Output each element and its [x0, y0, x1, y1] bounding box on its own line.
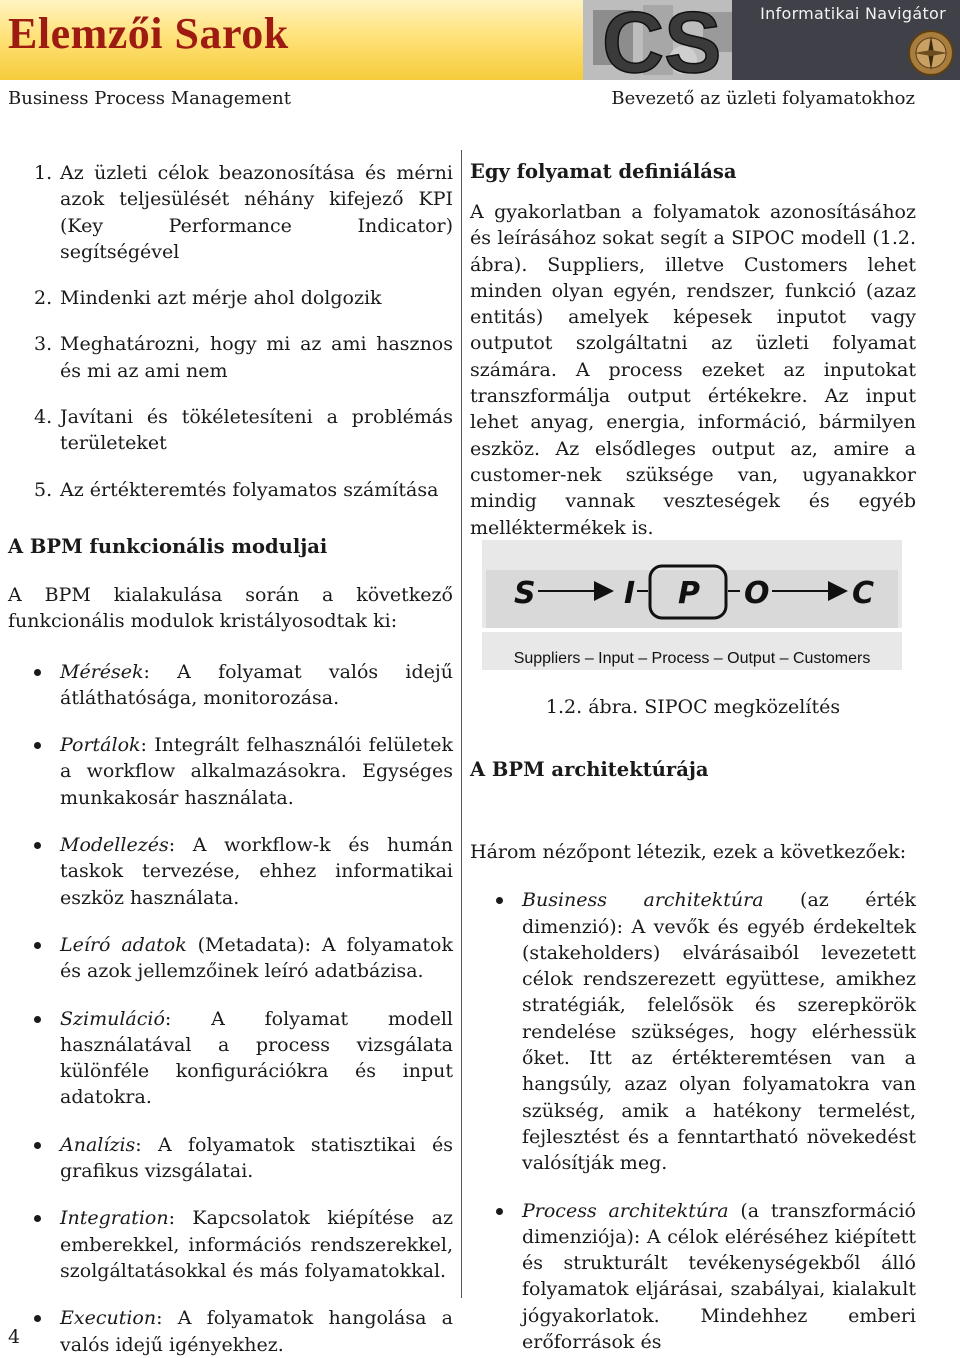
- bullet-icon: [34, 1315, 41, 1322]
- list-item: [8, 1205, 453, 1284]
- sipoc-letter-c: C: [852, 576, 875, 611]
- column-divider: [461, 150, 462, 1298]
- sipoc-diagram: [482, 540, 902, 670]
- bullet-icon: [34, 1016, 41, 1023]
- list-number: 2.: [34, 287, 53, 310]
- bullet-icon: [34, 942, 41, 949]
- bullet-text: (Metadata): A folyamatok és azok jellemzőinek leíró adatbázisa.: [60, 933, 453, 983]
- list-number: 4.: [34, 406, 53, 429]
- section-paragraph: A gyakorlatban a folyamatok azonosításához és leírásához sokat segít a SIPOC modell (1.2. ábra). Suppliers, illetve Customers lehet minden olyan egyén, rendszer, funkció (azaz entitás) amelyek képesek inputot vagy outputot szolgáltatni az üzleti folyamat számára. A process ezeket az inputokat transzformálja output értékekre. Az input lehet anyag, energia, információ, bármilyen eszköz. Az elsődleges output az, amire a customer-nek szüksége van, ugyanakkor mindig vannak veszteségek és egyéb melléktermékek is.: [470, 201, 916, 539]
- list-text: Meghatározni, hogy mi az ami hasznos és mi az ami nem: [60, 333, 453, 382]
- list-item: [8, 932, 453, 985]
- bullet-text: : A folyamat valós idejű átláthatósága, monitorozása.: [60, 660, 453, 709]
- list-number: 1.: [34, 162, 53, 184]
- bullet-term: Analízis: [60, 1133, 136, 1156]
- bullet-text: : Integrált felhasználói felületek a workflow alkalmazásokra. Egységes munkakosár használata.: [60, 734, 453, 809]
- section-intro: Három nézőpont létezik, ezek a következőek:: [470, 841, 907, 863]
- bullet-icon: [34, 742, 41, 749]
- bullet-text: (az érték dimenzió): A vevők és egyéb érdekeltek (stakeholders) elvárásaiból levezetett célok rendszerezett együttese, amikhez stratégiák, felelősök és szerepkörök rendelése szükséges, hogy elérhessük őket. Itt az értékteremtésen van a hangsúly, azaz olyan folyamatokra van szükség, amik a hatékony termelést, fejlesztést és a fenntartható növekedést valósítják meg.: [522, 889, 916, 1175]
- page-number: 4: [8, 1326, 21, 1348]
- list-item: [8, 404, 453, 457]
- sipoc-letter-o: O: [744, 576, 770, 611]
- list-item: [8, 832, 453, 911]
- bullet-term: Portálok: [60, 734, 141, 757]
- list-text: Az értékteremtés folyamatos számítása: [60, 478, 439, 501]
- bullet-term: Modellezés: [60, 834, 169, 857]
- right-column: [470, 150, 916, 541]
- bullet-term: Process architektúra: [522, 1199, 729, 1222]
- bullet-text: (a transzformáció dimenziója): A célok eléréséhez kiépített és strukturált tevékenységekből álló folyamatok eljárásai, szabályai, kialakult jógyakorlatok. Mindehhez emberi erőforrások és: [522, 1199, 916, 1354]
- list-text: Mindenki azt mérje ahol dolgozik: [60, 287, 382, 310]
- bullet-icon: [496, 1208, 503, 1215]
- magazine-section-title: Elemzői Sarok: [8, 9, 289, 58]
- list-item: [8, 160, 453, 265]
- list-item: [8, 285, 453, 311]
- bullet-text: : Kapcsolatok kiépítése az emberekkel, információs rendszerekkel, szolgáltatásokkal és más folyamatokkal.: [60, 1207, 453, 1282]
- list-number: 5.: [34, 478, 53, 501]
- bullet-text: : A folyamatok statisztikai és grafikus vizsgálatai.: [60, 1133, 453, 1183]
- running-header-left: Business Process Management: [8, 88, 291, 109]
- bullet-icon: [34, 842, 41, 849]
- bullet-term: Business architektúra: [522, 889, 764, 912]
- sipoc-letter-s: S: [514, 576, 536, 611]
- compass-icon: [905, 28, 957, 78]
- navigator-label: Informatikai Navigátor: [760, 4, 946, 23]
- bullet-term: Mérések: [60, 660, 144, 683]
- sipoc-letter-i: I: [624, 576, 636, 611]
- section-intro: A BPM kialakulása során a következő funkcionális modulok kristályosodtak ki:: [8, 583, 453, 633]
- banner-title-area: [0, 0, 583, 80]
- section-heading: Egy folyamat definiálása: [470, 160, 737, 183]
- list-text: Az üzleti célok beazonosítása és mérni azok teljesülését néhány kifejező KPI (Key Performance Indicator) segítségével: [60, 162, 453, 263]
- list-item: [8, 732, 453, 811]
- list-item: [8, 1305, 453, 1358]
- list-item: [470, 887, 916, 1176]
- sipoc-letter-p: P: [678, 576, 700, 611]
- list-item: [8, 477, 453, 503]
- running-header-right: Bevezető az üzleti folyamatokhoz: [611, 88, 915, 109]
- list-item: [8, 659, 453, 712]
- sipoc-figure: [482, 540, 902, 670]
- list-item: [8, 1006, 453, 1111]
- section-heading: A BPM architektúrája: [470, 758, 709, 781]
- bullet-text: : A workflow-k és humán taskok tervezése, ehhez informatikai eszköz használata.: [60, 834, 453, 909]
- left-column: [8, 150, 453, 1358]
- figure-caption: 1.2. ábra. SIPOC megközelítés: [545, 696, 841, 718]
- bullet-term: Szimuláció: [60, 1007, 165, 1030]
- bullet-text: : A folyamatok hangolása a valós idejű igényekhez.: [60, 1307, 453, 1356]
- list-item: [8, 1132, 453, 1185]
- header-banner: [0, 0, 960, 80]
- bullet-text: : A folyamat modell használatával a process vizsgálata különféle konfigurációkra és input adatokra.: [60, 1007, 453, 1109]
- svg-text:CS: CS: [602, 0, 722, 80]
- list-text: Javítani és tökéletesíteni a problémás területeket: [60, 406, 453, 455]
- bullet-icon: [496, 897, 503, 904]
- cs-logo: [600, 0, 740, 80]
- bullet-icon: [34, 669, 41, 676]
- sipoc-label: Suppliers – Input – Process – Output – Customers: [513, 650, 871, 667]
- list-item: [8, 331, 453, 384]
- bullet-icon: [34, 1215, 41, 1222]
- bullet-icon: [34, 1142, 41, 1149]
- bullet-term: Integration: [60, 1207, 169, 1230]
- list-number: 3.: [34, 333, 53, 356]
- right-column-lower: [470, 758, 916, 1355]
- bullet-term: Leíró adatok: [60, 933, 187, 956]
- list-item: [470, 1198, 916, 1356]
- section-heading: A BPM funkcionális moduljai: [8, 534, 328, 558]
- bullet-term: Execution: [60, 1307, 157, 1330]
